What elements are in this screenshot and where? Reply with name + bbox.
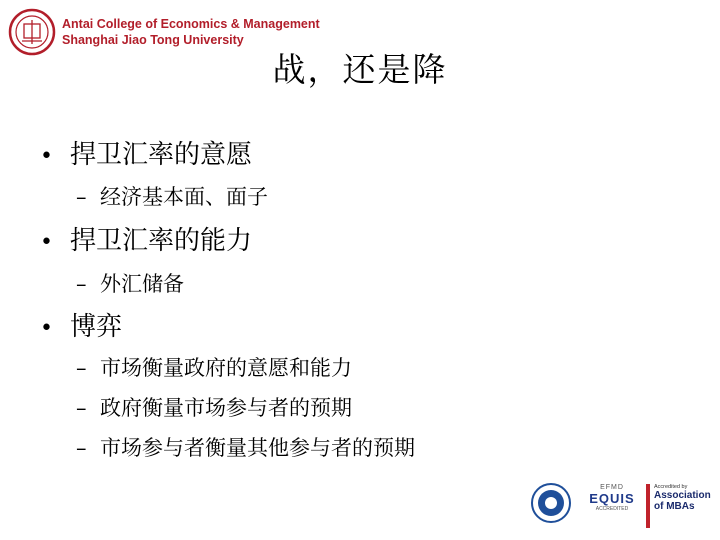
equis-top-label: EFMD <box>600 484 624 491</box>
sub-bullet-text: 市场参与者衡量其他参与者的预期 <box>100 436 415 460</box>
equis-label: EQUIS <box>589 491 635 506</box>
aacsb-badge-icon <box>530 482 572 524</box>
amba-badge <box>646 484 710 528</box>
sub-bullet-text: 政府衡量市场参与者的预期 <box>100 396 352 420</box>
equis-badge <box>584 484 640 528</box>
equis-bottom-label: ACCREDITED <box>595 506 629 512</box>
sub-bullet-text: 经济基本面、面子 <box>100 185 268 209</box>
bullet-text: 博弈 <box>70 312 123 342</box>
school-name-line1: Antai College of Economics & Management <box>62 17 320 31</box>
slide-title: 战，还是降 <box>272 50 448 89</box>
school-name-line2: Shanghai Jiao Tong University <box>62 33 244 47</box>
amba-mbas-label: of MBAs <box>654 501 695 512</box>
bullet-marker: • <box>40 144 53 169</box>
accreditation-badges <box>530 478 710 530</box>
amba-accredited-label: Accredited by <box>654 484 688 490</box>
bullet-item <box>40 306 122 343</box>
bullet-text: 捍卫汇率的意愿 <box>70 140 253 170</box>
bullet-marker: • <box>40 230 53 255</box>
sub-bullet-item <box>76 181 268 211</box>
sub-bullet-item <box>76 432 415 462</box>
bullet-marker: • <box>40 316 53 341</box>
dash-marker: – <box>76 272 87 296</box>
bullet-item <box>40 134 252 171</box>
bullet-text: 捍卫汇率的能力 <box>70 226 253 256</box>
sub-bullet-item <box>76 392 352 422</box>
dash-marker: – <box>76 436 87 460</box>
sub-bullet-item <box>76 268 184 298</box>
dash-marker: – <box>76 185 87 209</box>
bullet-item <box>40 220 252 257</box>
dash-marker: – <box>76 396 87 420</box>
sub-bullet-text: 市场衡量政府的意愿和能力 <box>100 356 352 380</box>
sub-bullet-text: 外汇储备 <box>100 272 184 296</box>
dash-marker: – <box>76 356 87 380</box>
sub-bullet-item <box>76 352 352 382</box>
amba-association-label: Association <box>654 490 711 501</box>
